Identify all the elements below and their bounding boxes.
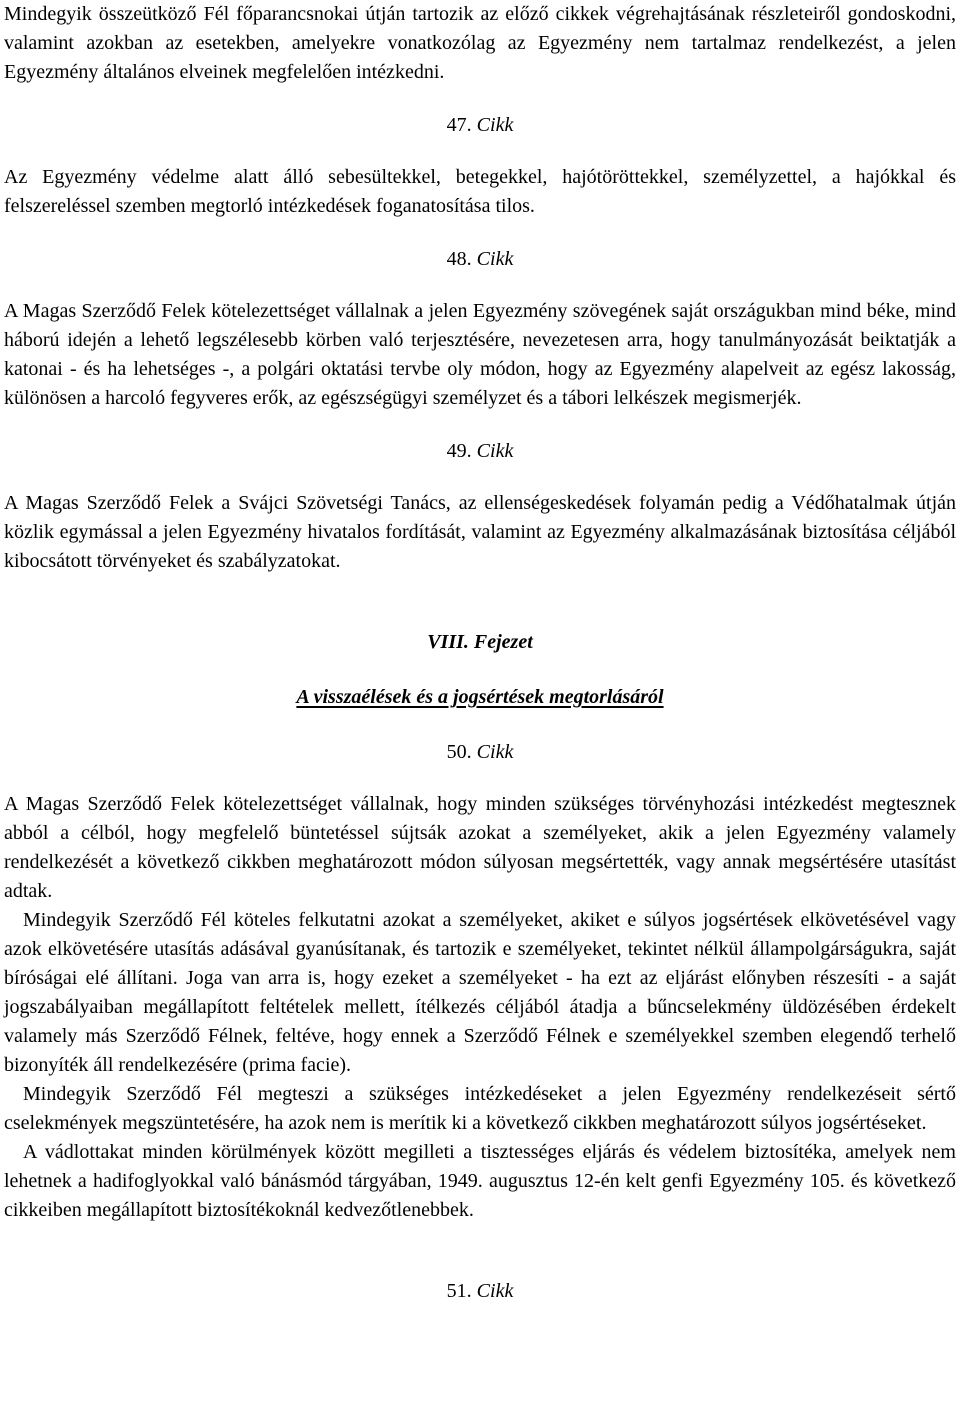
article-47-paragraph: Az Egyezmény védelme alatt álló sebesültekkel, betegekkel, hajótöröttekkel, személyzettel, a hajókkal és felszereléssel szemben megtorló intézkedések foganatosítása tilos. [4,166,956,217]
article-49-word: Cikk [476,440,514,462]
article-50-paragraph-2: Mindegyik Szerződő Fél köteles felkutatni azokat a személyeket, akiket e súlyos jogsértések elkövetésével vagy azok elkövetésére utasítás adásával gyanúsítanak, és tartozik e személyeket, tekintet nélkül állampolgárságukra, saját bíróságai elé állítani. Joga van arra is, hogy ezeket a személyeket - ha ezt az eljárást előnyben részesíti - a saját jogszabályaiban megállapított feltételek mellett, ítélkezés céljából átadja a bűncselekmény üldözésében érdekelt valamely más Szerződő Félnek, feltéve, hogy ennek a Szerződő Félnek e személyekkel szemben elegendő terhelő bizonyíték áll rendelkezésére (prima facie). [4,909,956,1076]
article-48-number: 48. [446,248,472,270]
chapter-subtitle: A visszaélések és a jogsértések megtorlásáról [296,686,664,708]
article-50-paragraph-1: A Magas Szerződő Felek kötelezettséget vállalnak, hogy minden szükséges törvényhozási intézkedést megtesznek abból a célból, hogy megfelelő büntetéssel sújtsák azokat a személyeket, akik a jelen Egyezmény valamely rendelkezését a következő cikkben meghatározott módon súlyosan megsértették, vagy annak megsértésére utasítást adtak. [4,793,956,902]
article-50-word: Cikk [476,741,514,763]
article-51-heading [4,1277,956,1306]
intro-paragraph: Mindegyik összeütköző Fél főparancsnokai útján tartozik az előző cikkek végrehajtásának részleteiről gondoskodni, valamint azokban az esetekben, amelyekre vonatkozólag az Egyezmény nem tartalmaz rendelkezést, a jelen Egyezmény általános elveinek megfelelően intézkedni. [4,3,956,83]
article-47-number: 47. [446,114,472,136]
article-49-number: 49. [446,440,472,462]
article-48-word: Cikk [476,248,514,270]
article-47-word: Cikk [476,114,514,136]
article-50-paragraph-3: Mindegyik Szerződő Fél megteszi a szükséges intézkedéseket a jelen Egyezmény rendelkezéseit sértő cselekmények megszüntetésére, ha azok nem is merítik ki a következő cikkben meghatározott súlyos jogsértéseket. [4,1083,956,1134]
article-51-word: Cikk [476,1280,514,1302]
article-50-heading [4,738,956,767]
article-49-heading [4,437,956,466]
article-51-number: 51. [446,1280,472,1302]
article-50-paragraph-4: A vádlottakat minden körülmények között megilleti a tisztességes eljárás és védelem biztosítéka, amelyek nem lehetnek a hadifoglyokkal való bánásmód tárgyában, 1949. augusztus 12-én kelt genfi Egyezmény 105. és következő cikkeiben megállapított biztosítékoknál kedvezőtlenebbek. [4,1141,956,1221]
article-50-number: 50. [446,741,472,763]
article-49-paragraph: A Magas Szerződő Felek a Svájci Szövetségi Tanács, az ellenségeskedések folyamán pedig a Védőhatalmak útján közlik egymással a jelen Egyezmény hivatalos fordítását, valamint az Egyezmény alkalmazásának biztosítása céljából kibocsátott törvényeket és szabályzatokat. [4,492,956,572]
article-48-heading [4,245,956,274]
chapter-title: VIII. Fejezet [427,631,533,653]
document-page [4,0,956,1306]
article-48-paragraph: A Magas Szerződő Felek kötelezettséget vállalnak a jelen Egyezmény szövegének saját országukban mind béke, mind háború idején a lehető legszélesebb körben való terjesztésére, nevezetesen arra, hogy tanulmányozását beiktatják a katonai - és ha lehetséges -, a polgári oktatási tervbe oly módon, hogy az Egyezmény alapelveit az egész lakosság, különösen a harcoló fegyveres erők, az egészségügyi személyzet és a tábori lelkészek megismerjék. [4,300,956,409]
article-47-heading [4,111,956,140]
